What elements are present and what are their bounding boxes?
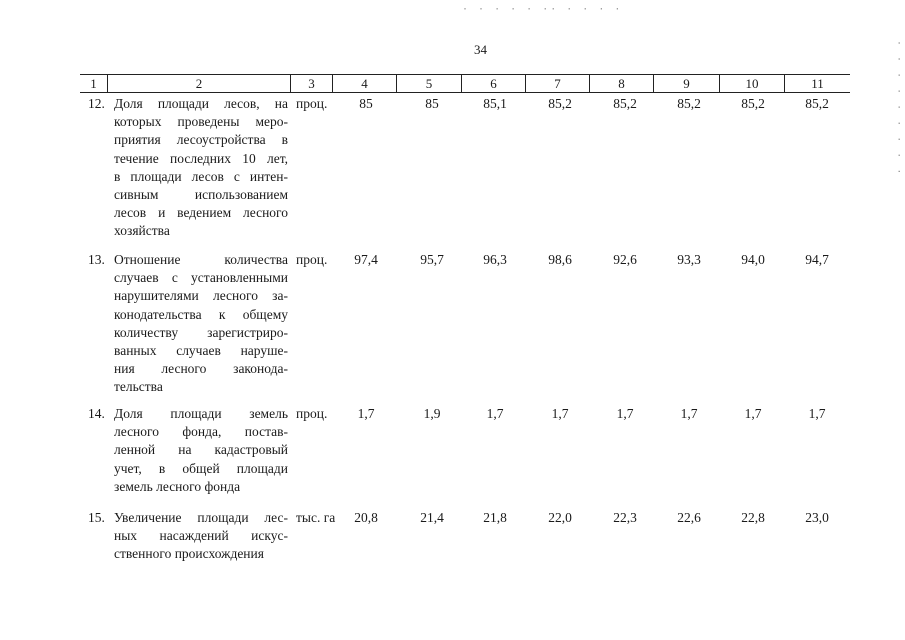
value-col-6: 1,7: [486, 406, 504, 421]
value-col-5: 85: [425, 96, 439, 111]
value-col-6: 21,8: [483, 510, 507, 525]
indicator-name-line: ленной на кадастровый: [114, 442, 288, 458]
scan-noise-right: · · · · · · · · ·: [893, 40, 904, 177]
indicator-name-line: которых проведены меро-: [114, 114, 288, 130]
indicator-name-line: в площади лесов с интен-: [114, 168, 288, 184]
row-number: 15.: [88, 510, 105, 525]
row-number: 14.: [88, 406, 105, 421]
value-col-4: 85: [359, 96, 373, 111]
value-col-11: 23,0: [805, 510, 829, 525]
indicator-name-line: Отношение количества: [114, 252, 288, 267]
value-col-5: 1,9: [423, 406, 441, 421]
indicator-name: [114, 95, 288, 241]
indicator-name-line: конодательства к общему: [114, 306, 288, 322]
header-col-1: 1: [90, 76, 97, 91]
indicator-name-line: сивным использованием: [114, 187, 288, 203]
indicator-name-line: ных насаждений искус-: [114, 528, 288, 544]
scan-noise-top: · · · · · ·· · · · ·: [462, 4, 623, 15]
value-col-9: 22,6: [677, 510, 701, 525]
header-col-6: 6: [461, 75, 525, 92]
indicator-name: [114, 405, 288, 496]
indicator-name-line: учет, в общей площади: [114, 460, 288, 476]
row-number: 13.: [88, 252, 105, 267]
value-col-4: 97,4: [354, 252, 378, 267]
value-col-10: 85,2: [741, 96, 765, 111]
indicator-name: [114, 509, 288, 564]
value-col-9: 85,2: [677, 96, 701, 111]
indicator-name-line: ственного происхождения: [114, 546, 264, 562]
value-col-6: 85,1: [483, 96, 507, 111]
value-col-8: 85,2: [613, 96, 637, 111]
indicator-name-line: тельства: [114, 379, 163, 395]
indicator-name-line: случаев с установленными: [114, 270, 288, 286]
indicator-name-line: количеству зарегистриро-: [114, 324, 288, 340]
value-col-7: 85,2: [548, 96, 572, 111]
value-col-11: 1,7: [808, 406, 826, 421]
value-col-10: 94,0: [741, 252, 765, 267]
indicator-name-line: хозяйства: [114, 223, 170, 239]
unit: тыс. га: [296, 510, 336, 525]
value-col-8: 22,3: [613, 510, 637, 525]
indicator-name-line: ния лесного законода-: [114, 361, 288, 377]
value-col-4: 1,7: [357, 406, 375, 421]
header-col-10: 10: [719, 75, 784, 92]
indicator-name-line: лесов и ведением лесного: [114, 205, 288, 221]
row-number: 12.: [88, 96, 105, 111]
value-col-4: 20,8: [354, 510, 378, 525]
page-number: 34: [474, 42, 487, 57]
header-col-2: 2: [107, 75, 290, 92]
indicator-name-line: Увеличение площади лес-: [114, 510, 288, 525]
header-col-7: 7: [525, 75, 589, 92]
indicator-name-line: Доля площади лесов, на: [114, 96, 288, 111]
value-col-11: 85,2: [805, 96, 829, 111]
value-col-5: 95,7: [420, 252, 444, 267]
indicator-name-line: земель лесного фонда: [114, 478, 241, 494]
value-col-10: 22,8: [741, 510, 765, 525]
indicator-name-line: лесного фонда, постав-: [114, 424, 288, 440]
header-col-8: 8: [589, 75, 653, 92]
unit: проц.: [296, 406, 328, 421]
indicator-name-line: приятия лесоустройства в: [114, 132, 288, 148]
value-col-8: 92,6: [613, 252, 637, 267]
value-col-7: 22,0: [548, 510, 572, 525]
value-col-7: 98,6: [548, 252, 572, 267]
header-col-4: 4: [332, 75, 396, 92]
value-col-8: 1,7: [616, 406, 634, 421]
indicator-name: [114, 251, 288, 397]
unit: проц.: [296, 252, 328, 267]
value-col-6: 96,3: [483, 252, 507, 267]
indicator-name-line: ванных случаев наруше-: [114, 343, 288, 359]
header-col-5: 5: [396, 75, 461, 92]
value-col-11: 94,7: [805, 252, 829, 267]
value-col-7: 1,7: [551, 406, 569, 421]
value-col-10: 1,7: [744, 406, 762, 421]
header-col-9: 9: [653, 75, 719, 92]
header-col-3: 3: [290, 75, 332, 92]
value-col-9: 93,3: [677, 252, 701, 267]
value-col-9: 1,7: [680, 406, 698, 421]
header-col-11: 11: [784, 75, 850, 92]
indicator-name-line: Доля площади земель: [114, 406, 288, 421]
indicator-name-line: нарушителями лесного за-: [114, 288, 288, 304]
unit: проц.: [296, 96, 328, 111]
indicator-name-line: течение последних 10 лет,: [114, 150, 288, 166]
value-col-5: 21,4: [420, 510, 444, 525]
table-header-row: [80, 74, 850, 93]
